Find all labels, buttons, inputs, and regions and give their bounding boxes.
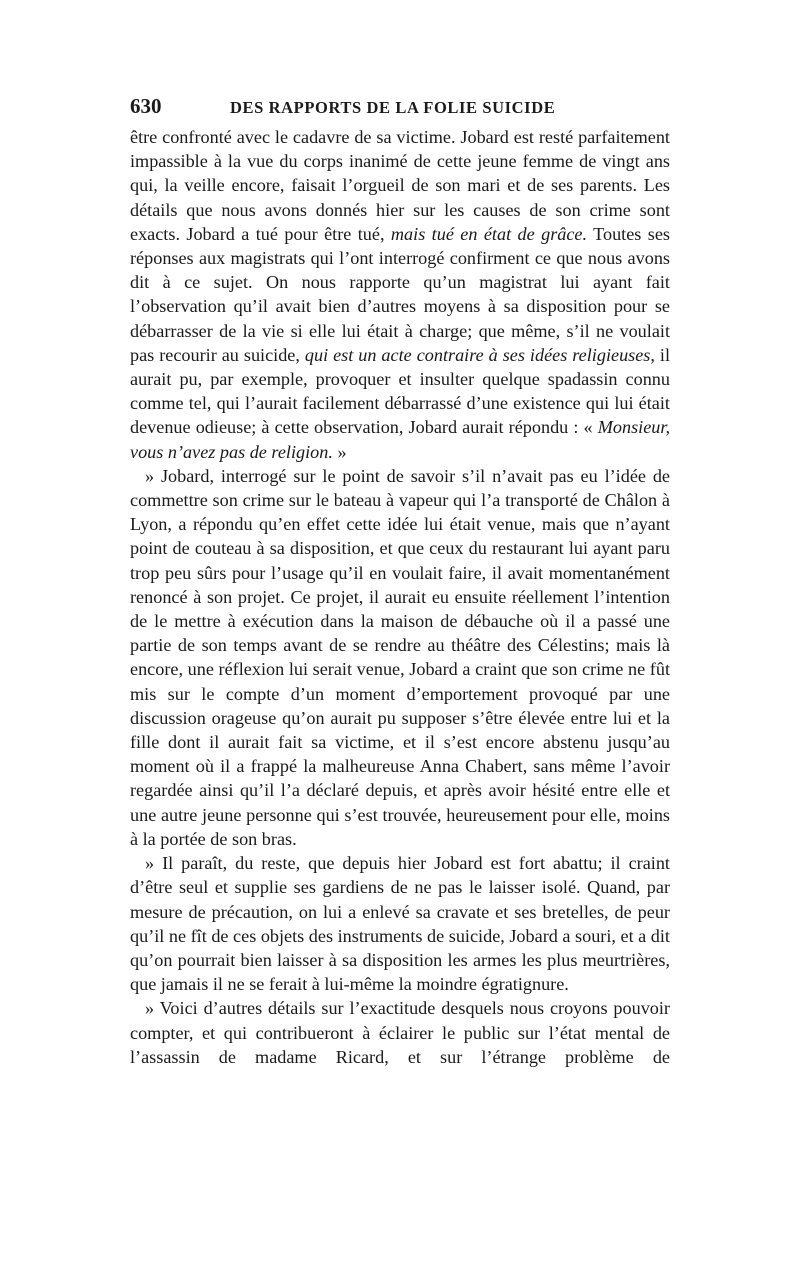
page-number: 630: [130, 94, 162, 118]
italic-run: qui est un acte contraire à ses idées religieuses: [304, 344, 651, 365]
text-run: Toutes ses réponses aux magistrats qui l’ont interrogé confirment ce que nous avons dit à ce sujet. On nous rapporte qu’un magistrat lui ayant fait l’observation qu’il avait bien d’autres moyens à sa disposition pour se débarrasser de la vie si elle lui était à charge; que même, s’il ne voulait pas recourir au suicide,: [130, 223, 670, 365]
running-head: DES RAPPORTS DE LA FOLIE SUICIDE: [230, 98, 556, 117]
paragraph: [130, 464, 670, 851]
italic-run: mais tué en état de grâce.: [390, 223, 588, 244]
paragraph: [130, 851, 670, 996]
text-run: , il aurait pu, par exemple, provoquer et insulter quelque spadassin connu comme tel, qui l’aurait facilement débarrassé d’une existence qui lui était devenue odieuse; à cette observation, Jobard aurait répondu : «: [130, 344, 671, 438]
text-run: » Jobard, interrogé sur le point de savoir s’il n’avait pas eu l’idée de commettre son crime sur le bateau à vapeur qui l’a transporté de Châlon à Lyon, a répondu qu’en effet cette idée lui était venue, mais que n’ayant point de couteau à sa disposition, et que ceux du restaurant lui ayant paru trop peu sûrs pour l’usage qu’il en voulait faire, il avait momentanément renoncé à son projet. Ce projet, il aurait eu ensuite réellement l’intention de le mettre à exécution dans la maison de débauche où il a passé une partie de son temps avant de se rendre au théâtre des Célestins; mais là encore, une réflexion lui serait venue, Jobard a craint que son crime ne fût mis sur le compte d’un moment d’emportement provoqué par une discussion orageuse qu’on aurait pu supposer s’être élevée entre lui et la fille dont il aurait fait sa victime, et il s’est encore abstenu jusqu’au moment où il a frappé la malheureuse Anna Chabert, sans même l’avoir regardée ainsi qu’il l’a déclaré depuis, et après avoir hésité entre elle et une autre jeune personne qui s’est trouvée, heureusement pour elle, moins à la portée de son bras.: [130, 465, 670, 849]
text-run: être confronté avec le cadavre de sa victime. Jobard est resté parfaitement impassible à la vue du corps inanimé de cette jeune femme de vingt ans qui, la veille encore, faisait l’orgueil de son mari et de ses parents. Les détails que nous avons donnés hier sur les causes de son crime sont exacts. Jobard a tué pour être tué,: [130, 127, 670, 244]
paragraph: [130, 125, 670, 464]
body-text: [130, 125, 670, 1069]
text-run: »: [332, 441, 347, 462]
text-run: » Il paraît, du reste, que depuis hier Jobard est fort abattu; il craint d’être seul et supplie ses gardiens de ne pas le laisser isolé. Quand, par mesure de précaution, on lui a enlevé sa cravate et ses bretelles, de peur qu’il ne fît de ces objets des instruments de suicide, Jobard a souri, et a dit qu’on pourrait bien laisser à sa disposition les armes les plus meurtrières, que jamais il ne se ferait à lui-même la moindre égratignure.: [130, 853, 670, 995]
italic-run: Monsieur, vous n’avez pas de religion.: [130, 417, 670, 462]
paragraph: [130, 996, 670, 1069]
text-run: » Voici d’autres détails sur l’exactitude desquels nous croyons pouvoir compter, et qui contribueront à éclairer le public sur l’état mental de l’assassin de madame Ricard, et sur l’étrange problème de: [130, 998, 670, 1067]
page-header: [130, 94, 670, 119]
